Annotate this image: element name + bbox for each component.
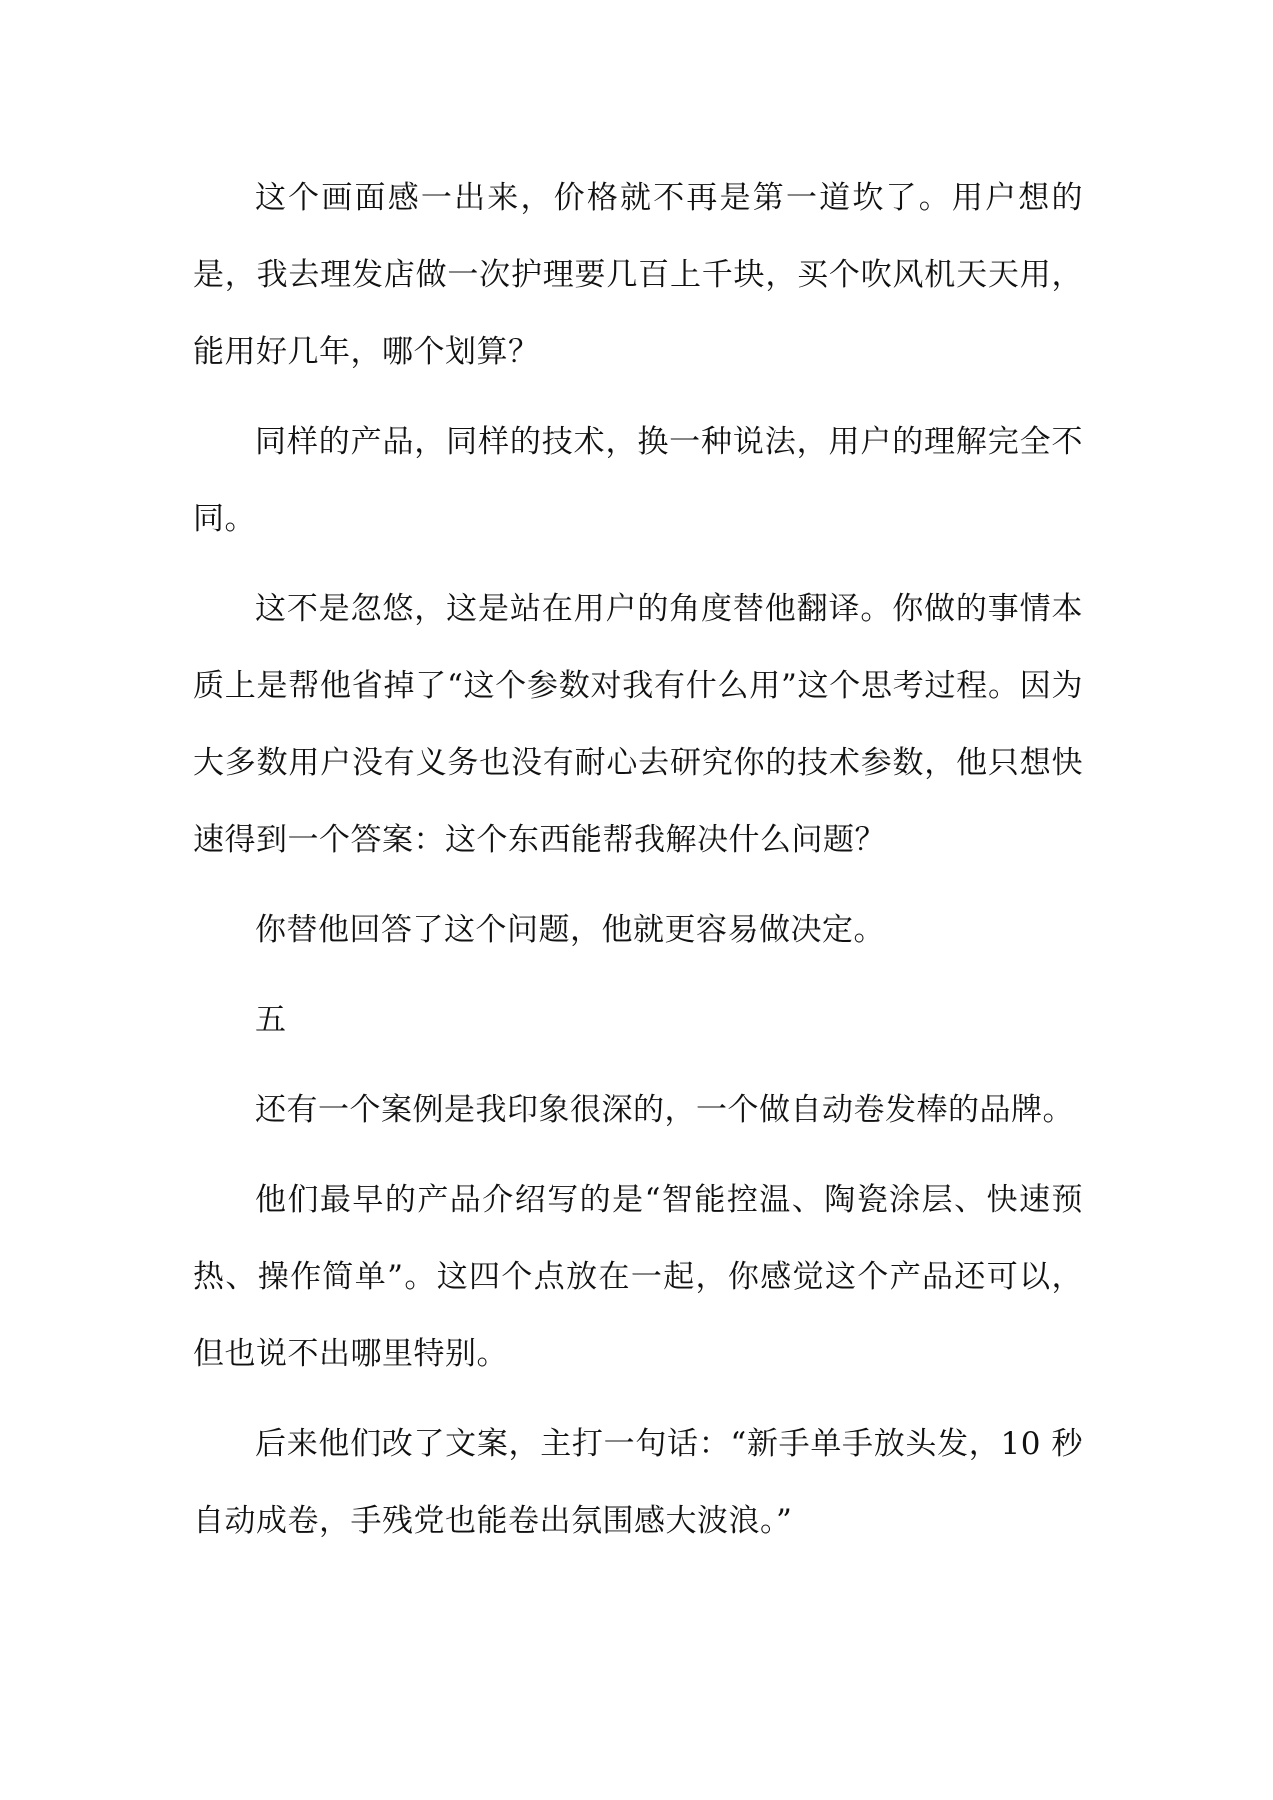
paragraph: 后来他们改了文案，主打一句话：“新手单手放头发，10 秒自动成卷，手残党也能卷出氛围感大波浪。” <box>193 1426 1083 1539</box>
paragraph: 同样的产品，同样的技术，换一种说法，用户的理解完全不同。 <box>193 424 1083 537</box>
paragraph: 这不是忽悠，这是站在用户的角度替他翻译。你做的事情本质上是帮他省掉了“这个参数对我有什么用”这个思考过程。因为大多数用户没有义务也没有耐心去研究你的技术参数，他只想快速得到一个答案：这个东西能帮我解决什么问题？ <box>193 591 1083 858</box>
paragraph: 这个画面感一出来，价格就不再是第一道坎了。用户想的是，我去理发店做一次护理要几百上千块，买个吹风机天天用，能用好几年，哪个划算？ <box>193 180 1083 370</box>
document-body <box>193 160 1083 1573</box>
section-heading: 五 <box>255 1002 286 1038</box>
paragraph: 还有一个案例是我印象很深的，一个做自动卷发棒的品牌。 <box>255 1092 1074 1128</box>
paragraph: 你替他回答了这个问题，他就更容易做决定。 <box>255 912 885 948</box>
paragraph: 他们最早的产品介绍写的是“智能控温、陶瓷涂层、快速预热、操作简单”。这四个点放在一起，你感觉这个产品还可以，但也说不出哪里特别。 <box>193 1182 1083 1372</box>
